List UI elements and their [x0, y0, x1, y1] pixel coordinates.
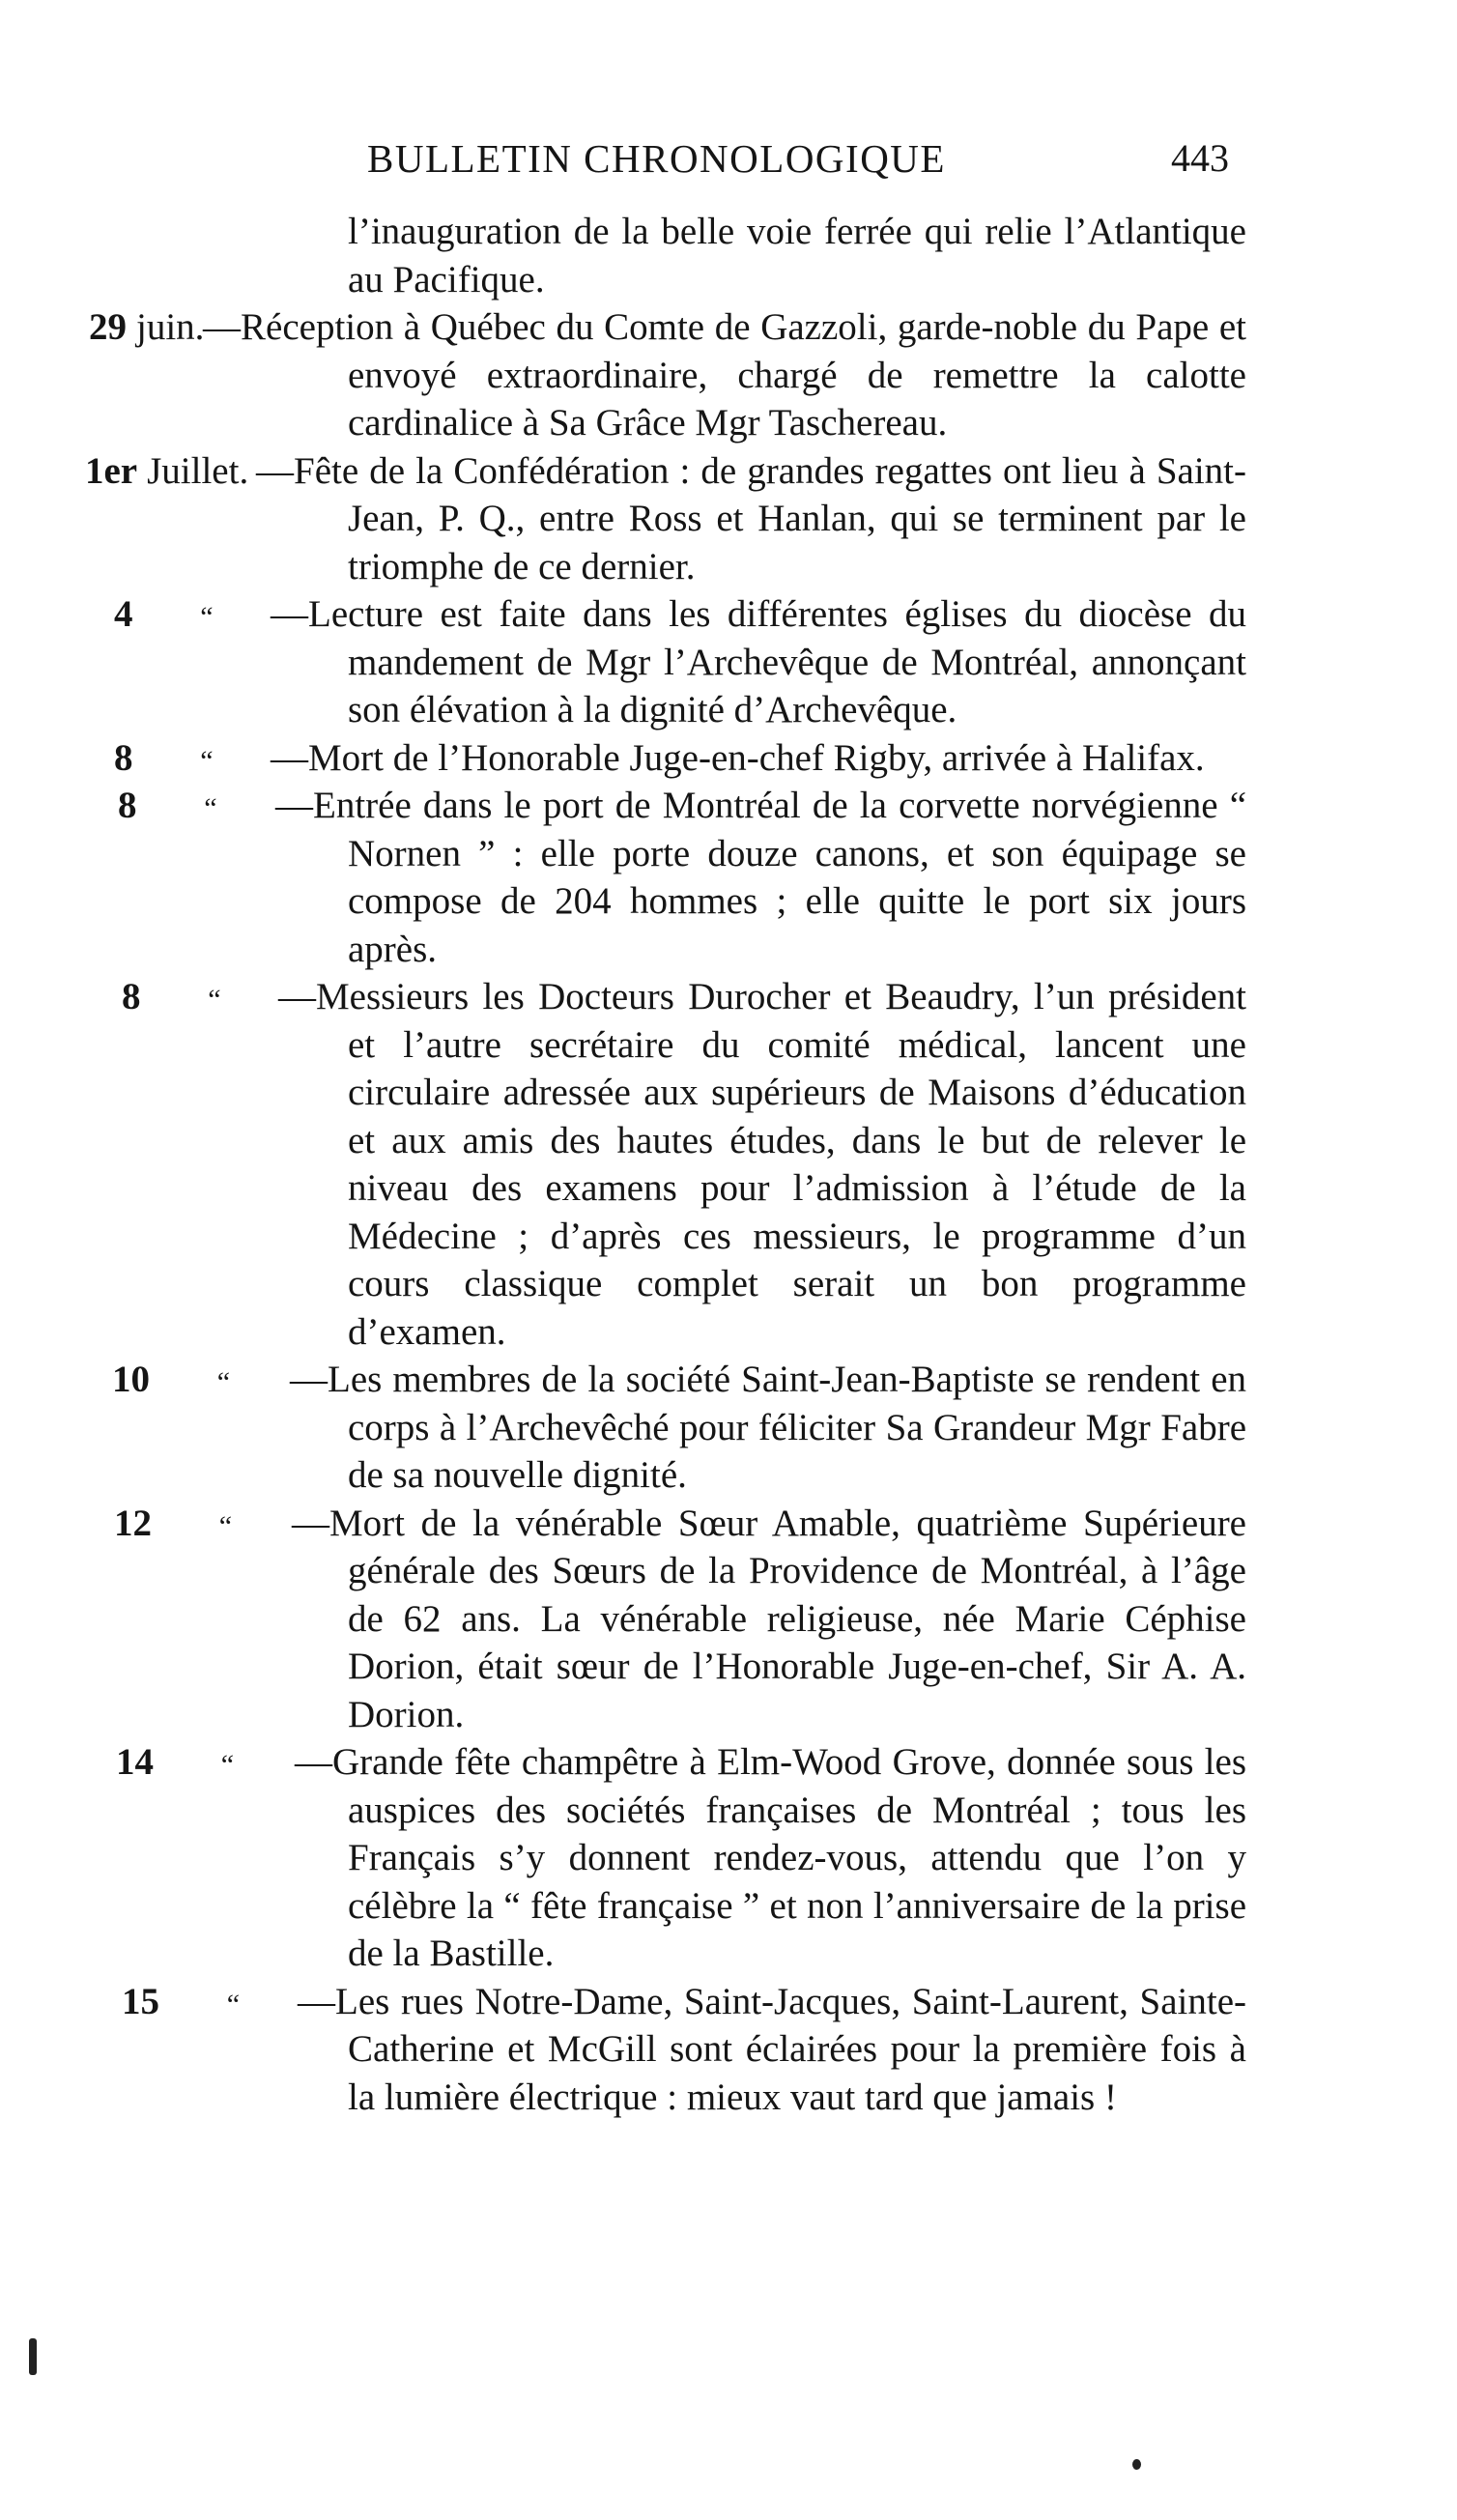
entry-date [89, 303, 204, 352]
ditto-mark: “ [226, 1988, 241, 2020]
chronology-entry [0, 590, 1457, 734]
entry-text: —Grande fête champêtre à Elm-Wood Grove, donnée sous les auspices des sociétés françaises de Montréal ; tous les Français s’y donnent rendez-vous, attendu que l’on y célèbre la “ fête française ” et non l’anniversaire de la prise de la Bastille. [295, 1741, 1246, 1974]
entry-text: —Messieurs les Docteurs Durocher et Beaudry, l’un président et l’autre secrétaire du comité médical, lancent une circulaire adressée aux supérieurs de Maisons d’éducation et aux amis des hautes études, dans le but de relever le niveau des examens pour l’admission à l’étude de la Médecine ; d’après ces messieurs, le programme d’un cours classique complet serait un bon programme d’examen. [278, 976, 1246, 1353]
entry-date [118, 782, 217, 833]
chronology-entry [0, 1500, 1457, 1739]
entry-date [114, 734, 214, 786]
chronology-entry [0, 734, 1457, 783]
scan-speck [1132, 2459, 1141, 2470]
entry-text: —Réception à Québec du Comte de Gazzoli, garde-noble du Pape et envoyé extraordinaire, chargé de remettre la calotte cardinalice à Sa Grâce Mgr Taschereau. [203, 306, 1246, 444]
entry-day: 15 [122, 1980, 159, 2022]
chronology-entry [0, 1356, 1457, 1500]
entry-day: 8 [122, 976, 141, 1017]
ditto-mark: “ [204, 792, 217, 824]
entry-day: 10 [112, 1359, 150, 1400]
entry-day: 29 [89, 306, 127, 348]
entry-date [85, 447, 248, 496]
entry-text: —Fête de la Confédération : de grandes regattes ont lieu à Saint-Jean, P. Q., entre Ross et Hanlan, qui se terminent par le triomphe de ce dernier. [256, 449, 1246, 587]
entry-text: l’inauguration de la belle voie ferrée qui relie l’Atlantique au Pacifique. [348, 211, 1246, 301]
entry-text: —Lecture est faite dans les différentes églises du diocèse du mandement de Mgr l’Archevêque de Montréal, annonçant son élévation à la dignité d’Archevêque. [271, 593, 1246, 730]
entry-text: —Les membres de la société Saint-Jean-Baptiste se rendent en corps à l’Archevêché pour féliciter Sa Grandeur Mgr Fabre de sa nouvelle dignité. [290, 1359, 1246, 1496]
ditto-mark: “ [200, 744, 214, 777]
scan-speck [29, 2338, 37, 2375]
entry-day: 14 [116, 1741, 154, 1783]
entry-date [112, 1356, 230, 1407]
entry-text: —Mort de l’Honorable Juge-en-chef Rigby, arrivée à Halifax. [271, 736, 1205, 779]
chronology-entry [0, 208, 1457, 303]
entry-day: 1er [85, 449, 138, 492]
entry-date [122, 973, 221, 1024]
entry-text: —Entrée dans le port de Montréal de la corvette norvégienne “ Nornen ” : elle porte douze canons, et son équipage se compose de 204 hommes ; elle quitte le port six jours après. [275, 785, 1246, 970]
entry-text: —Les rues Notre-Dame, Saint-Jacques, Saint-Laurent, Sainte-Catherine et McGill sont éclairées pour la première fois à la lumière électrique : mieux vaut tard que jamais ! [298, 1980, 1246, 2118]
page-number: 443 [1171, 136, 1229, 180]
ditto-mark: “ [218, 1509, 233, 1542]
ditto-mark: “ [208, 984, 221, 1016]
entry-day: 8 [114, 736, 133, 779]
chronology-entry [0, 1978, 1457, 2122]
entry-date [122, 1978, 240, 2029]
chronology-entries [0, 208, 1457, 2121]
entry-text: —Mort de la vénérable Sœur Amable, quatrième Supérieure générale des Sœurs de la Providence de Montréal, à l’âge de 62 ans. La vénérable religieuse, née Marie Céphise Dorion, était sœur de l’Honorable Juge-en-chef, Sir A. A. Dorion. [292, 1502, 1246, 1735]
entry-month: Juillet. [147, 449, 249, 492]
ditto-mark: “ [216, 1366, 231, 1398]
entry-day: 12 [114, 1502, 152, 1544]
ditto-mark: “ [220, 1749, 235, 1781]
entry-day: 4 [114, 593, 133, 635]
entry-date [114, 590, 214, 642]
ditto-mark: “ [200, 601, 214, 633]
entry-day: 8 [118, 785, 137, 826]
chronology-entry [0, 303, 1457, 447]
entry-date [114, 1500, 232, 1551]
page-header [0, 135, 1457, 193]
chronology-entry [0, 447, 1457, 591]
chronology-entry [0, 1738, 1457, 1978]
entry-month: juin. [136, 306, 205, 348]
chronology-entry [0, 973, 1457, 1356]
chronology-entry [0, 782, 1457, 973]
entry-date [116, 1738, 234, 1790]
running-title: BULLETIN CHRONOLOGIQUE [367, 136, 946, 181]
